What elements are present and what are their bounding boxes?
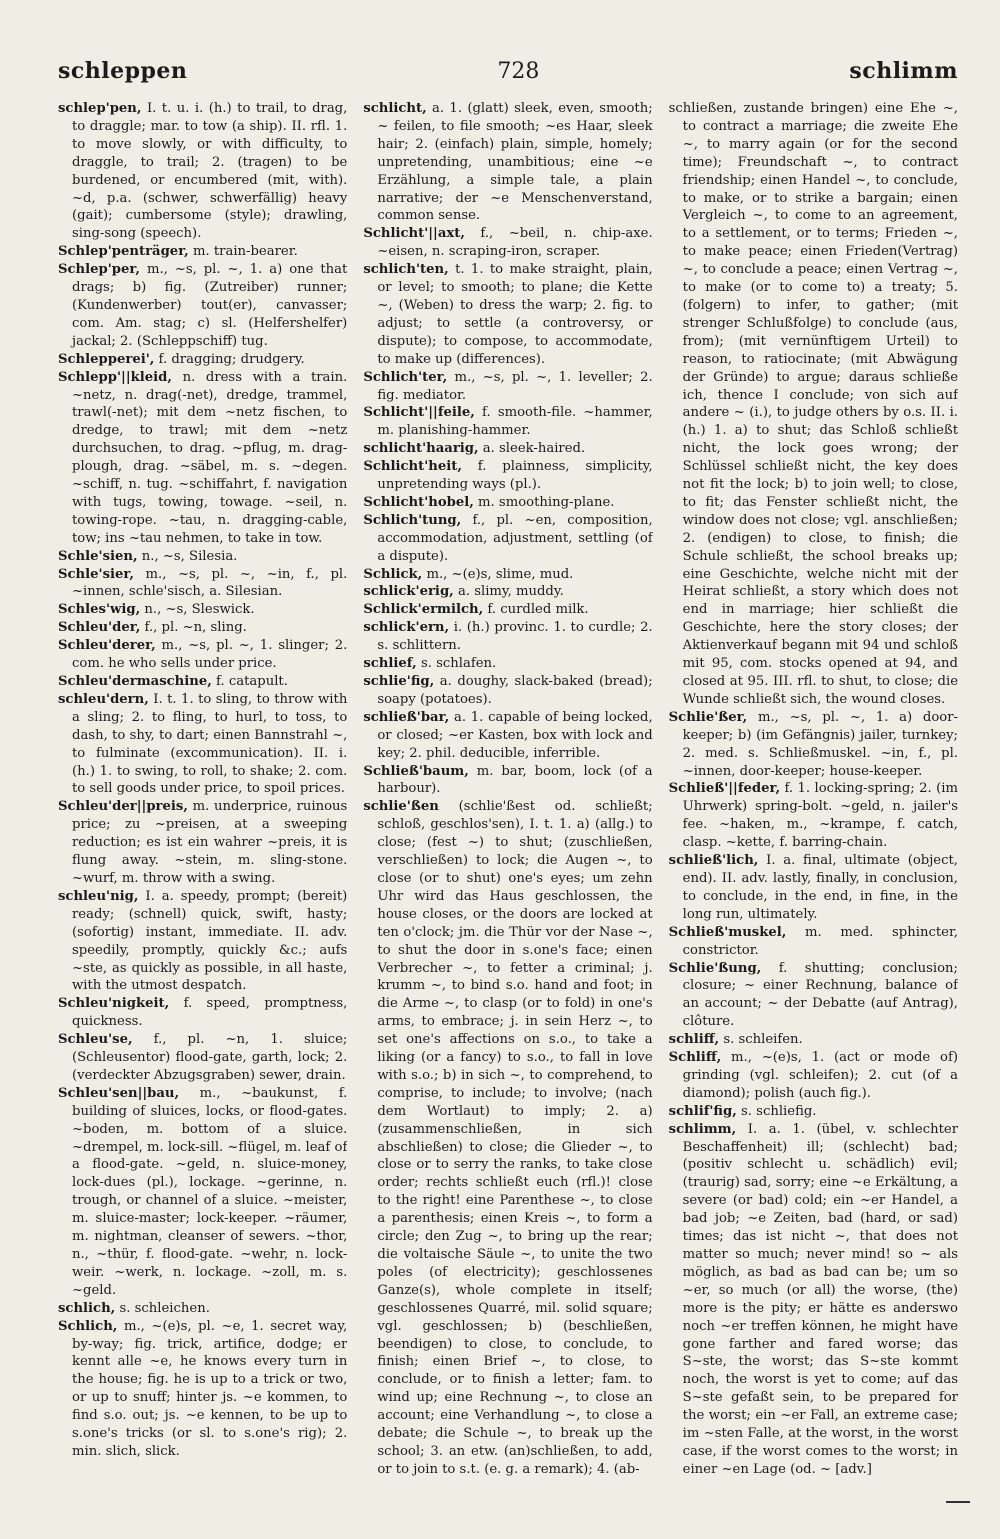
entry-headword: Schlicht'hobel, xyxy=(363,494,474,510)
entry-headword: Schlick, xyxy=(363,566,423,582)
dictionary-entry xyxy=(363,494,652,512)
dictionary-entry xyxy=(363,583,652,601)
entry-definition: m. smoothing-plane. xyxy=(473,494,615,510)
entry-headword: Schlich, xyxy=(58,1318,118,1334)
entry-definition: i. (h.) provinc. 1. to curdle; 2. s. schlittern. xyxy=(377,620,653,654)
dictionary-entry xyxy=(363,601,652,619)
entry-headword: Schlich'tung, xyxy=(363,512,462,528)
dictionary-entry xyxy=(58,261,347,351)
entry-headword: schlif'fig, xyxy=(668,1103,737,1119)
dictionary-entry xyxy=(58,888,347,995)
entry-definition: a. doughy, slack-baked (bread); soapy (potatoes). xyxy=(377,674,653,707)
entry-headword: schlief, xyxy=(363,656,417,672)
dictionary-entry xyxy=(363,566,652,584)
entry-headword: Schließ'||feder, xyxy=(668,781,781,797)
entry-headword: Schließ'muskel, xyxy=(668,924,787,940)
entry-definition: m., ~(e)s, pl. ~e, 1. secret way, by-way; fig. trick, artifice, dodge; er kennt alle ~e, he knows every turn in the house; fig. he is up to a trick or two, or up to snuff; hinter js. ~e kommen, to find s.o. out; js. ~e kennen, to be up to s.one's tricks (or sl. to s.one's rig); 2. min. slich, slick. xyxy=(72,1318,348,1459)
entry-definition: m. bar, boom, lock (of a harbour). xyxy=(377,763,653,797)
dictionary-entry xyxy=(669,1031,958,1049)
dictionary-entry xyxy=(669,960,958,1032)
entry-headword: schlicht'haarig, xyxy=(363,441,479,457)
dictionary-entry xyxy=(363,404,652,440)
entry-definition: (schlie'ßest od. schließt; schloß, geschlos'sen), I. t. 1. a) (allg.) to close; (fest ~) to shut; (zuschließen, verschließen) to lock; die Augen ~, to close (or to shut) one's eyes; um zehn Uhr wird das Haus geschlossen, the house closes, or the doors are locked at ten o'clock; jm. die Thür vor der Nase ~, to shut the door in s.one's face; einen Verbrecher ~, to fetter a criminal; j. krumm ~, to bind s.o. hand and foot; in die Arme ~, to clasp (or to fold) in one's arms, to embrace; j. in sein Herz ~, to set one's affections on s.o., to take a liking (or a fancy) to s.o., to fall in love with s.o.; b) in sich ~, to comprehend, to comprise, to include; to involve; (nach dem Wortlaut) to imply; 2. a) (zusammenschließen, in sich abschließen) to close; die Glieder ~, to close or to serry the ranks, to take close order; rechts schließt euch (rfl.)! close to the right! eine Parenthese ~, to close a parenthesis; einen Kreis ~, to form a circle; den Zug ~, to bring up the rear; die voltaische Säule ~, to unite the two poles (of electricity); geschlossenes Ganze(s), whole complete in itself; geschlossenes Quarré, mil. solid square; vgl. geschlossen; b) (beschließen, beendigen) to close, to conclude, to finish; einen Brief ~, to close, to conclude, or to finish a letter; fam. to wind up; eine Rechnung ~, to close an account; eine Verhandlung ~, to close a debate; die Schule ~, to break up the school; 3. an etw. (an)schließen, to add, or to join to s.t. (e. g. a remark); 4. (ab- xyxy=(377,799,653,1477)
entry-headword: Schlicht'||feile, xyxy=(363,405,475,421)
dictionary-entry xyxy=(669,1103,958,1121)
entry-definition: a. 1. capable of being locked, or closed; ~er Kasten, box with lock and key; 2. phil. deducible, inferrible. xyxy=(377,709,653,761)
entry-headword: schlicht, xyxy=(363,101,427,116)
dictionary-entry xyxy=(363,369,652,405)
entry-headword: schließ'bar, xyxy=(363,709,450,725)
dictionary-entry xyxy=(669,1121,958,1479)
entry-definition: s. schleichen. xyxy=(115,1300,210,1316)
dictionary-entry xyxy=(58,369,347,548)
dictionary-entry xyxy=(58,637,347,673)
dictionary-entry xyxy=(669,852,958,924)
entry-definition: a. 1. (glatt) sleek, even, smooth; ~ feilen, to file smooth; ~es Haar, sleek hair; 2. (einfach) plain, simple, homely; unpretending, unambitious; eine ~e Erzählung, a simple tale, a plain narrative; der ~e Menschenverstand, common sense. xyxy=(377,101,653,224)
entry-definition: m., ~s, pl. ~, 1. leveller; 2. fig. mediator. xyxy=(377,369,653,403)
entry-headword: Schlicht'||axt, xyxy=(363,226,465,242)
dictionary-entry xyxy=(363,512,652,566)
dictionary-entry xyxy=(363,100,652,225)
entry-definition: m., ~s, pl. ~, ~in, f., pl. ~innen, schle'sisch, a. Silesian. xyxy=(72,566,348,600)
dictionary-entry xyxy=(363,225,652,261)
dictionary-entry xyxy=(363,655,652,673)
entry-headword: schlie'fig, xyxy=(363,674,435,689)
entry-headword: Schlie'ßung, xyxy=(668,960,762,976)
text-columns xyxy=(58,100,958,1499)
entry-headword: schleu'nig, xyxy=(58,888,139,904)
entry-definition: m., ~baukunst, f. building of sluices, locks, or flood-gates. ~boden, m. bottom of a sluice. ~drempel, m. lock-sill. ~flügel, m. leaf of a flood-gate. ~geld, n. sluice-money, lock-dues (pl.), lockage. ~gerinne, n. trough, or channel of a sluice. ~meister, m. sluice-master; lock-keeper. ~räumer, m. nightman, cleanser of sewers. ~thor, n., ~thür, f. flood-gate. ~wehr, n. lock-weir. ~werk, n. lockage. ~zoll, m. s. ~geld. xyxy=(72,1085,348,1298)
dictionary-entry xyxy=(58,1031,347,1085)
entry-definition: s. schliefig. xyxy=(736,1103,817,1119)
entry-definition: m., ~(e)s, 1. (act or mode of) grinding (vgl. schleifen); 2. cut (of a diamond); polish (auch fig.). xyxy=(682,1050,958,1101)
entry-headword: schlich, xyxy=(58,1300,116,1316)
entry-headword: Schleu'der||preis, xyxy=(58,799,188,815)
entry-headword: schlie'ßen xyxy=(363,799,439,815)
dictionary-entry xyxy=(363,798,652,1478)
entry-headword: Schließ'baum, xyxy=(363,763,469,779)
entry-headword: Schliff, xyxy=(668,1050,722,1066)
entry-headword: Schleu'nigkeit, xyxy=(58,996,170,1012)
entry-definition: f. shutting; conclusion; closure; ~ einer Rechnung, balance of an account; ~ der Debatte (auf Antrag), clôture. xyxy=(682,960,958,1030)
entry-definition: t. 1. to make straight, plain, or level; to smooth; to plane; die Kette ~, (Weben) to dress the warp; 2. fig. to adjust; to settle (a controversy, or dispute); to compose, to accommodate, to make up (differences). xyxy=(377,262,653,367)
entry-definition: a. sleek-haired. xyxy=(478,441,586,457)
dictionary-entry xyxy=(363,709,652,763)
column-middle xyxy=(363,100,652,1499)
dictionary-entry xyxy=(58,673,347,691)
entry-headword: Schleu'der, xyxy=(58,620,141,636)
entry-definition: I. a. 1. (übel, v. schlechter Beschaffenheit) ill; (schlecht) bad; (positiv schlecht u. schädlich) evil; (traurig) sad, sorry; eine ~e Erkältung, a severe (or bad) cold; ein ~er Handel, a bad job; ~e Zeiten, bad (hard, or sad) times; das ist nicht ~, that does not matter so much; never mind! so ~ als möglich, as bad as bad can be; um so ~er, so much (or all) the worse, (the) more is the pity; er hätte es anderswo noch ~er treffen können, he might have gone farther and fared worse; das S~ste, the worst; das S~ste kommt noch, the worst is yet to come; auf das S~ste gefaßt sein, to be prepared for the worst; ein ~er Fall, an extreme case; im ~sten Falle, at the worst, in the worst case, if the worst comes to the worst; in einer ~en Lage (od. ~ [adv.] xyxy=(682,1121,958,1477)
entry-definition: m., ~(e)s, slime, mud. xyxy=(422,566,574,582)
entry-definition: n., ~s, Silesia. xyxy=(137,548,238,564)
entry-definition: f. plainness, simplicity, unpretending ways (pl.). xyxy=(377,459,653,493)
entry-definition: f., pl. ~en, composition, accommodation, adjustment, settling (of a dispute). xyxy=(377,512,653,564)
entry-headword: schlep'pen, xyxy=(58,101,142,116)
dictionary-entry xyxy=(58,691,347,798)
dictionary-entry xyxy=(58,243,347,261)
entry-headword: schließ'lich, xyxy=(668,853,759,869)
entry-headword: schlich'ten, xyxy=(363,262,449,278)
entry-headword: Schles'wig, xyxy=(58,602,141,618)
entry-definition: I. t. 1. to sling, to throw with a sling; 2. to fling, to hurl, to toss, to dash, to shy, to dart; einen Bannstrahl ~, to fulminate (excommunication). II. i. (h.) 1. to swing, to roll, to shake; 2. com. to sell goods under price, to spoil prices. xyxy=(72,691,348,797)
dictionary-entry xyxy=(363,763,652,799)
entry-headword: schleu'dern, xyxy=(58,691,149,707)
entry-definition: m., ~s, pl. ~, 1. a) door-keeper; b) (im Gefängnis) jailer, turnkey; 2. med. s. Schließmuskel. ~in, f., pl. ~innen, door-keeper; house-keeper. xyxy=(682,709,958,779)
dictionary-entry xyxy=(669,924,958,960)
entry-headword: Schlepp'||kleid, xyxy=(58,369,172,385)
entry-headword: schlick'erig, xyxy=(363,584,454,600)
entry-definition: n., ~s, Sleswick. xyxy=(140,602,255,618)
running-head xyxy=(58,58,958,84)
entry-headword: Schlep'penträger, xyxy=(58,244,189,260)
dictionary-entry xyxy=(58,619,347,637)
entry-definition: m. underprice, ruinous price; zu ~preisen, at a sweeping reduction; es ist ein wahrer ~preis, it is flung away. ~stein, m. sling-stone. ~wurf, m. throw with a swing. xyxy=(72,799,348,886)
entry-headword: Schlich'ter, xyxy=(363,369,448,385)
dictionary-entry xyxy=(363,458,652,494)
entry-headword: Schleu'dermaschine, xyxy=(58,674,212,689)
dictionary-entry xyxy=(58,601,347,619)
dictionary-entry xyxy=(58,1085,347,1300)
printer-mark xyxy=(946,1501,970,1503)
entry-headword: schlick'ern, xyxy=(363,620,450,636)
dictionary-entry xyxy=(58,566,347,602)
dictionary-entry xyxy=(58,548,347,566)
entry-definition: f., ~beil, n. chip-axe. ~eisen, n. scraping-iron, scraper. xyxy=(377,226,653,260)
running-head-right-word: schlimm xyxy=(849,58,958,84)
entry-definition: f. 1. locking-spring; 2. (im Uhrwerk) spring-bolt. ~geld, n. jailer's fee. ~haken, m., ~krampe, f. catch, clasp. ~kette, f. barring-chain. xyxy=(682,781,958,851)
column-left xyxy=(58,100,347,1499)
entry-definition: f., pl. ~n, 1. sluice; (Schleusentor) flood-gate, garth, lock; 2. (verdeckter Abzugsgraben) sewer, drain. xyxy=(72,1032,348,1083)
dictionary-entry xyxy=(58,1300,347,1318)
entry-definition: m., ~s, pl. ~, 1. a) one that drags; b) fig. (Zutreiber) runner; (Kundenwerber) tout(er), canvasser; com. Am. stag; c) sl. (Helfershelfer) jackal; 2. (Schleppschiff) tug. xyxy=(72,262,348,349)
entry-headword: Schlick'ermilch, xyxy=(363,602,484,618)
running-head-left-word: schleppen xyxy=(58,58,188,84)
entry-definition: n. dress with a train. ~netz, n. drag(-net), dredge, trammel, trawl(-net); mit dem ~netz fischen, to dredge, to trawl; mit dem ~netz durchsuchen, to drag. ~pflug, m. drag-plough, drag. ~säbel, m. s. ~degen. ~schiff, n. tug. ~schiffahrt, f. navigation with tugs, towing, towage. ~seil, n. towing-rope. ~tau, n. dragging-cable, tow; ins ~tau nehmen, to take in tow. xyxy=(72,369,348,546)
entry-definition: schließen, zustande bringen) eine Ehe ~, to contract a marriage; die zweite Ehe ~, to marry again (or for the second time); Freundschaft ~, to contract friendship; einen Handel ~, to conclude, to make, or to strike a bargain; einen Vergleich ~, to come to an agreement, to a settlement, or to terms; Frieden ~, to make peace; einen Frieden(Vertrag) ~, to conclude a peace; einen Vertrag ~, to make (or to come to) a treaty; 5. (folgern) to infer, to gather; (mit strenger Schlußfolge) to conclude (aus, from); (mit vernünftigem Urteil) to reason, to ratiocinate; (mit Abwägung der Gründe) to argue; daraus schließe ich, thence I conclude; von sich auf andere ~ (i.), to judge others by o.s. II. i. (h.) 1. a) to shut; das Schloß schließt nicht, the lock goes wrong; der Schlüssel schließt nicht, the key does not fit the lock; b) to join well; to close, to fit; das Fenster schließt nicht, the window does not close; vgl. anschließen; 2. (endigen) to close, to finish; die Schule schließt, the school breaks up; eine Geschichte, welche nicht mit der Heirat schließt, a story which does not end in marriage; hier schließt die Geschichte, here the story closes; der Aktienverkauf begann mit 94 und schloß mit 95, com. stocks opened at 94, and closed at 95. III. rfl. to shut, to close; die Wunde schließt sich, the wound closes. xyxy=(668,101,958,707)
page-number: 728 xyxy=(497,59,540,84)
dictionary-entry xyxy=(363,440,652,458)
entry-headword: Schleu'sen||bau, xyxy=(58,1085,180,1101)
entry-headword: Schlepperei', xyxy=(58,351,155,367)
entry-headword: Schle'sien, xyxy=(58,548,138,564)
entry-headword: Schle'sier, xyxy=(58,566,134,582)
entry-definition: I. t. u. i. (h.) to trail, to drag, to draggle; mar. to tow (a ship). II. rfl. 1. to move slowly, or with difficulty, to draggle, to trail; 2. (tragen) to be burdened, or encumbered (mit, with). ~d, p.a. (schwer, schwerfällig) heavy (gait); cumbersome (style); drawling, sing-song (speech). xyxy=(72,101,348,242)
dictionary-entry xyxy=(58,798,347,888)
entry-headword: schlimm, xyxy=(668,1121,737,1137)
entry-definition: m. med. sphincter, constrictor. xyxy=(682,924,958,958)
entry-definition: f., pl. ~n, sling. xyxy=(140,620,247,636)
entry-headword: schliff, xyxy=(668,1032,720,1048)
dictionary-entry xyxy=(58,351,347,369)
entry-definition: m. train-bearer. xyxy=(188,244,298,260)
entry-headword: Schleu'se, xyxy=(58,1032,133,1048)
entry-definition: f. smooth-file. ~hammer, m. planishing-hammer. xyxy=(377,405,653,439)
entry-definition: f. speed, promptness, quickness. xyxy=(72,996,348,1030)
dictionary-entry xyxy=(363,619,652,655)
entry-definition: I. a. final, ultimate (object, end). II. adv. lastly, finally, in conclusion, to conclude, in the end, in fine, in the long run, ultimately. xyxy=(682,853,958,922)
entry-definition: m., ~s, pl. ~, 1. slinger; 2. com. he who sells under price. xyxy=(72,638,348,672)
entry-headword: Schlep'per, xyxy=(58,262,140,278)
dictionary-entry xyxy=(58,1318,347,1461)
dictionary-entry xyxy=(363,673,652,709)
entry-definition: f. catapult. xyxy=(211,674,288,689)
entry-definition: I. a. speedy, prompt; (bereit) ready; (schnell) quick, swift, hasty; (sofortig) instant, immediate. II. adv. speedily, promptly, quickly &c.; aufs ~ste, as quickly as possible, in all haste, with the utmost despatch. xyxy=(72,888,348,994)
entry-definition: f. curdled milk. xyxy=(483,602,589,618)
dictionary-entry xyxy=(669,780,958,852)
entry-headword: Schlicht'heit, xyxy=(363,459,462,475)
entry-definition: f. dragging; drudgery. xyxy=(154,351,305,367)
dictionary-entry xyxy=(669,709,958,781)
entry-definition: a. slimy, muddy. xyxy=(453,584,564,600)
entry-definition: s. schlafen. xyxy=(416,656,497,672)
dictionary-entry xyxy=(669,1049,958,1103)
entry-definition: s. schleifen. xyxy=(719,1032,803,1048)
dictionary-entry xyxy=(669,100,958,709)
dictionary-entry xyxy=(58,100,347,243)
entry-headword: Schleu'derer, xyxy=(58,638,156,654)
entry-headword: Schlie'ßer, xyxy=(668,709,748,725)
dictionary-entry xyxy=(363,261,652,368)
dictionary-entry xyxy=(58,995,347,1031)
column-right xyxy=(669,100,958,1499)
